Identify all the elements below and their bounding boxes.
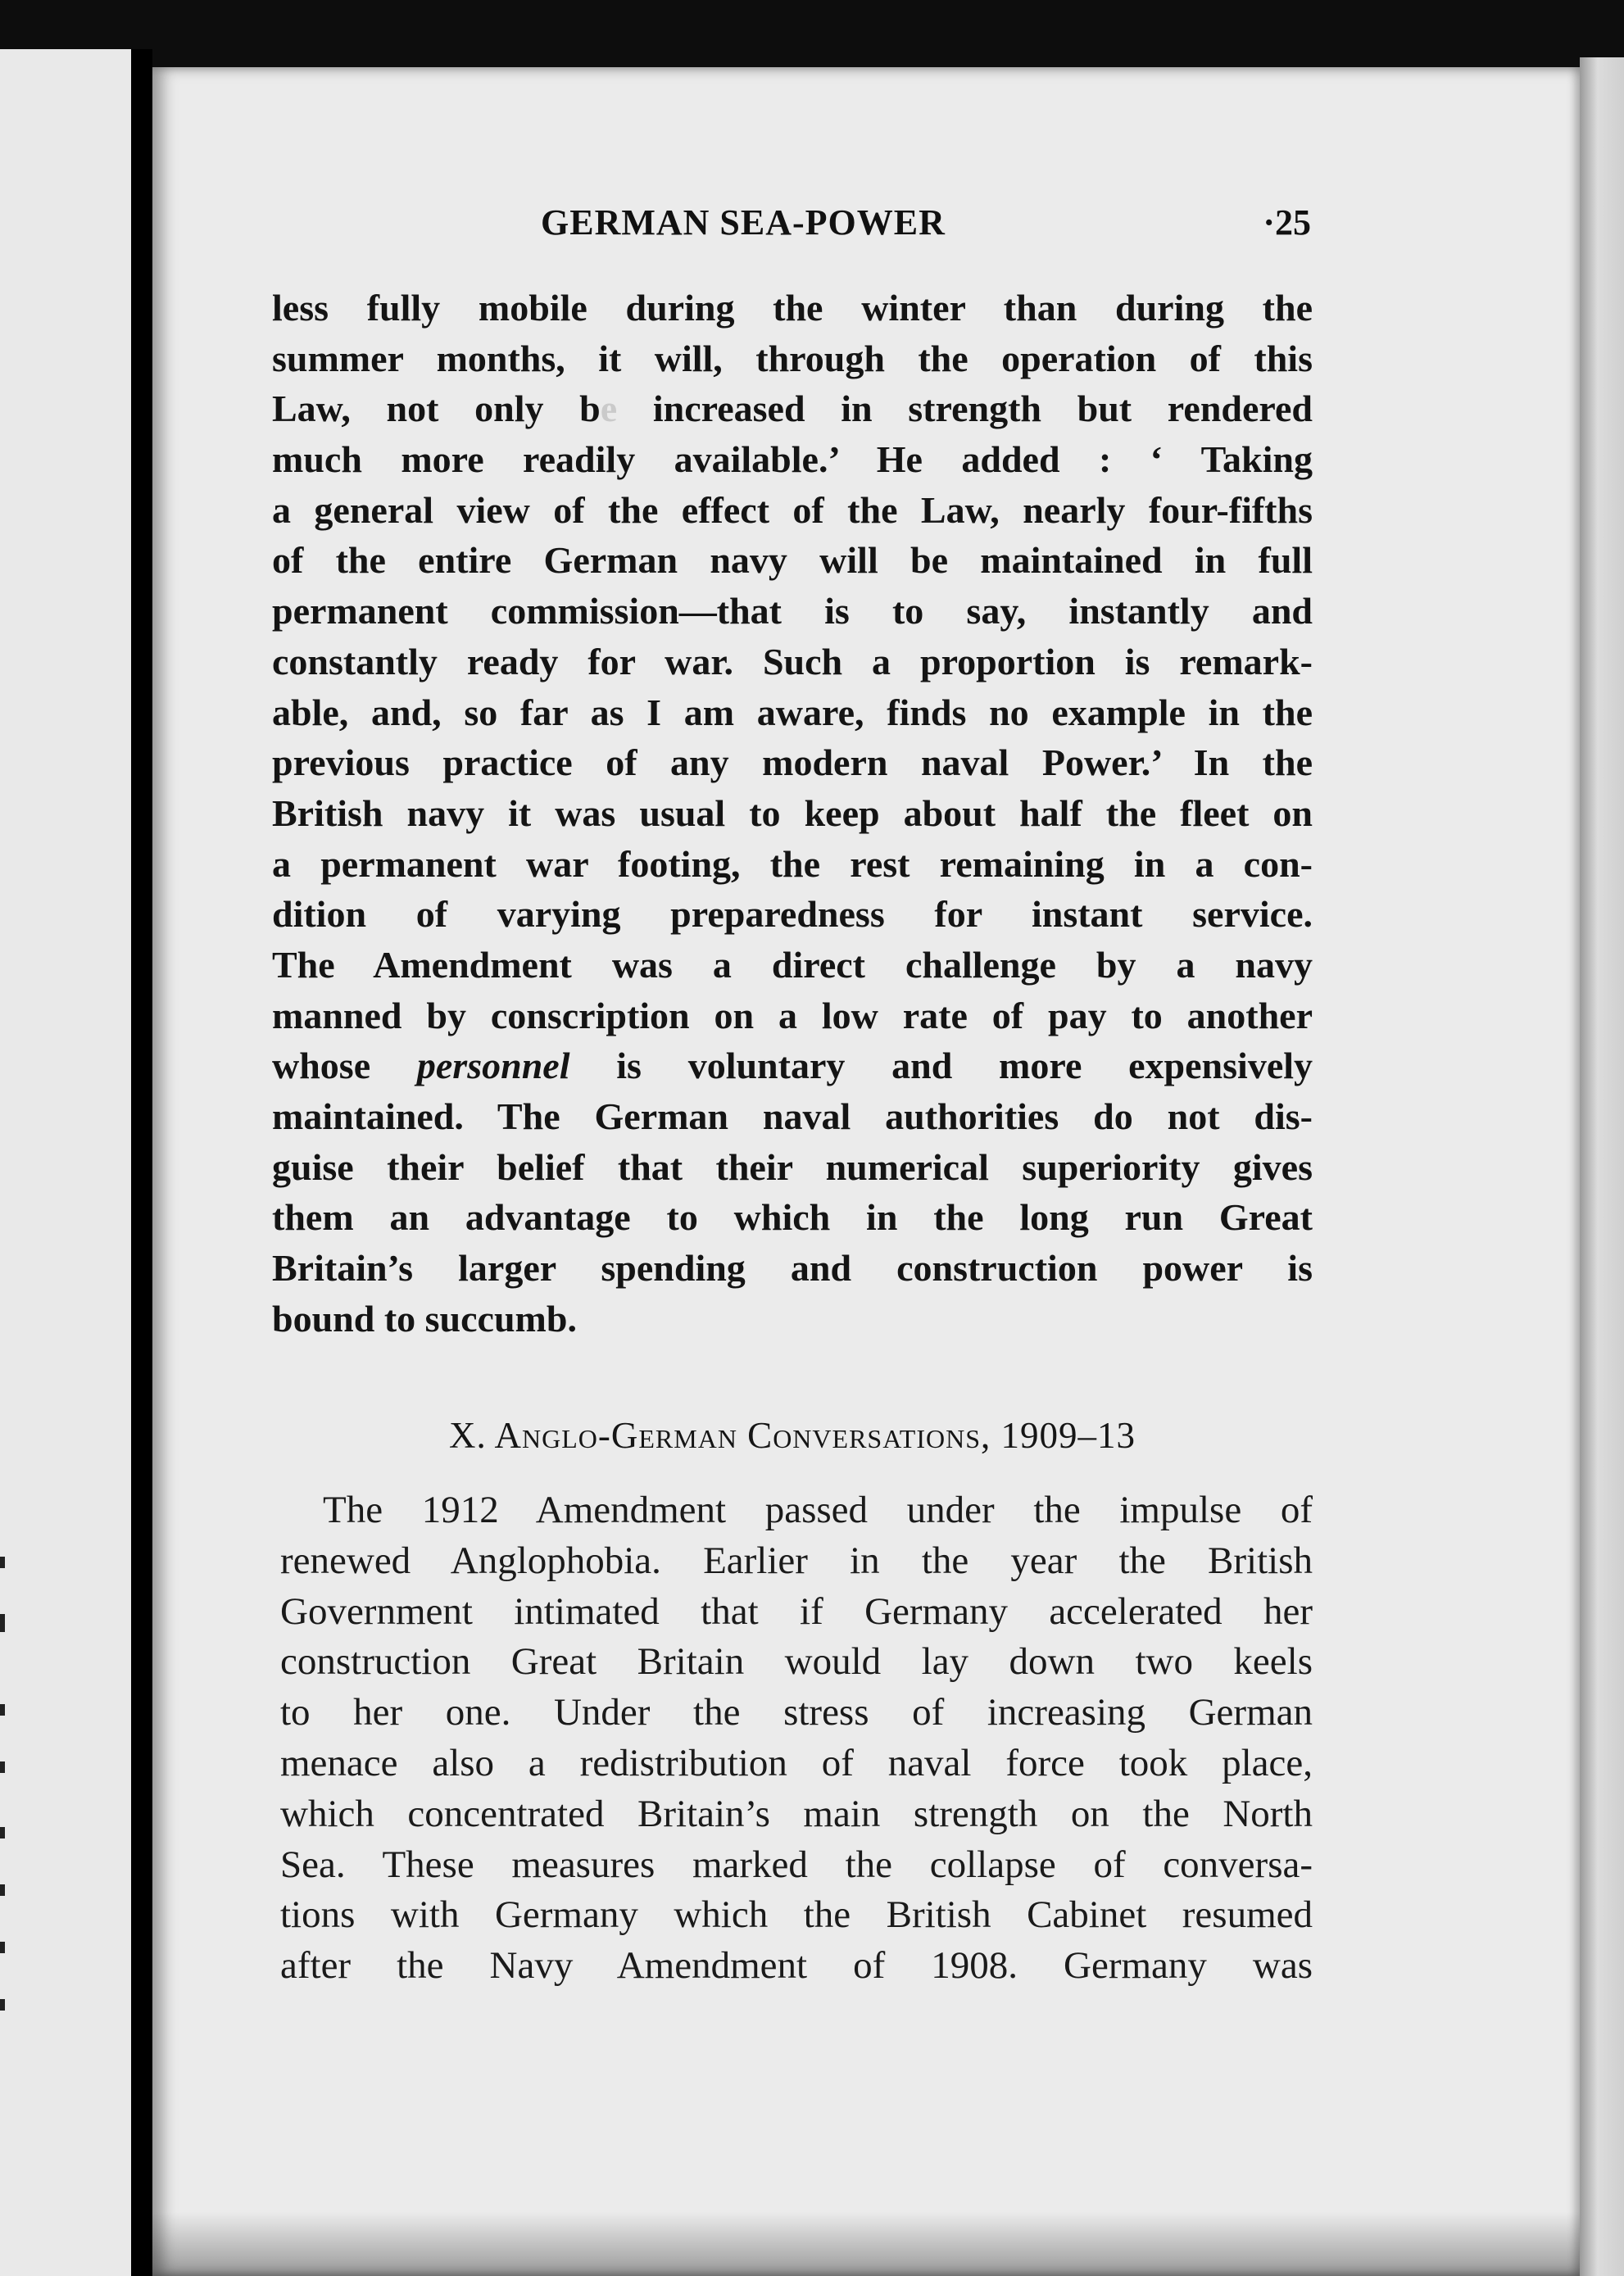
text-line: bound to succumb. <box>272 1297 577 1340</box>
text-line: after the Navy Amendment of 1908. Germany was <box>280 1944 1313 1988</box>
text-line: tions with Germany which the British Cabinet resumed <box>280 1893 1313 1937</box>
text-line: guise their belief that their numerical superiority gives <box>272 1145 1313 1188</box>
paragraph-section-x <box>280 1485 1313 1992</box>
book-gutter <box>131 49 152 2276</box>
text-line: to her one. Under the stress of increasing German <box>280 1691 1313 1734</box>
text-line: Britain’s larger spending and construction power is <box>272 1247 1313 1290</box>
text-line: much more readily available.’ He added : ‘ Taking <box>272 438 1313 481</box>
facing-page-edge <box>0 49 131 2276</box>
text-line: Sea. These measures marked the collapse of conversa- <box>280 1843 1313 1886</box>
text-line: a general view of the effect of the Law, nearly four-fifths <box>272 488 1313 531</box>
text-line: menace also a redistribution of naval force took place, <box>280 1741 1313 1784</box>
page-bottom-shadow <box>152 2212 1580 2276</box>
text-fragment: Law, not only b <box>272 388 601 430</box>
text-line: maintained. The German naval authorities do not dis- <box>272 1095 1313 1137</box>
facing-page-marks <box>0 1557 11 2048</box>
text-line: The 1912 Amendment passed under the impulse of <box>323 1489 1313 1531</box>
text-fragment: increased in strength but rendered <box>617 388 1313 430</box>
page-right-edge <box>1580 57 1624 2276</box>
text-fragment: whose <box>272 1045 371 1087</box>
text-line: renewed Anglophobia. Earlier in the year the British <box>280 1539 1313 1582</box>
faded-glyph: e <box>600 388 618 430</box>
text-line: dition of varying preparedness for instant service. <box>272 893 1313 936</box>
text-line: previous practice of any modern naval Power.’ In the <box>272 741 1313 784</box>
text-line-with-italic <box>272 1041 1313 1091</box>
paragraph-continued <box>272 283 1313 1344</box>
page-number: ·25 <box>1263 202 1311 243</box>
running-head <box>270 202 1311 259</box>
text-line: construction Great Britain would lay down two keels <box>280 1640 1313 1684</box>
running-title: GERMAN SEA-POWER <box>541 202 946 243</box>
text-line: a permanent war footing, the rest remaining in a con- <box>272 842 1313 885</box>
text-line: summer months, it will, through the operation of this <box>272 337 1313 379</box>
text-line: British navy it was usual to keep about half the fleet on <box>272 791 1313 834</box>
text-fragment: is voluntary and more expensively <box>616 1045 1313 1087</box>
section-heading: X. Anglo-German Conversations, 1909–13 <box>449 1415 1136 1456</box>
text-line: Government intimated that if Germany accelerated her <box>280 1589 1313 1633</box>
text-line: manned by conscription on a low rate of pay to another <box>272 994 1313 1036</box>
text-line <box>272 383 1313 434</box>
text-line: which concentrated Britain’s main strength on the North <box>280 1792 1313 1835</box>
text-line: able, and, so far as I am aware, finds no example in the <box>272 691 1313 733</box>
text-line: them an advantage to which in the long run Great <box>272 1196 1313 1239</box>
text-line: less fully mobile during the winter than during the <box>272 287 1313 329</box>
text-line: The Amendment was a direct challenge by a navy <box>272 943 1313 986</box>
text-line: permanent commission—that is to say, instantly and <box>272 590 1313 632</box>
italic-word: personnel <box>416 1045 570 1087</box>
text-line: constantly ready for war. Such a proportion is remark- <box>272 640 1313 682</box>
text-line: of the entire German navy will be maintained in full <box>272 539 1313 582</box>
